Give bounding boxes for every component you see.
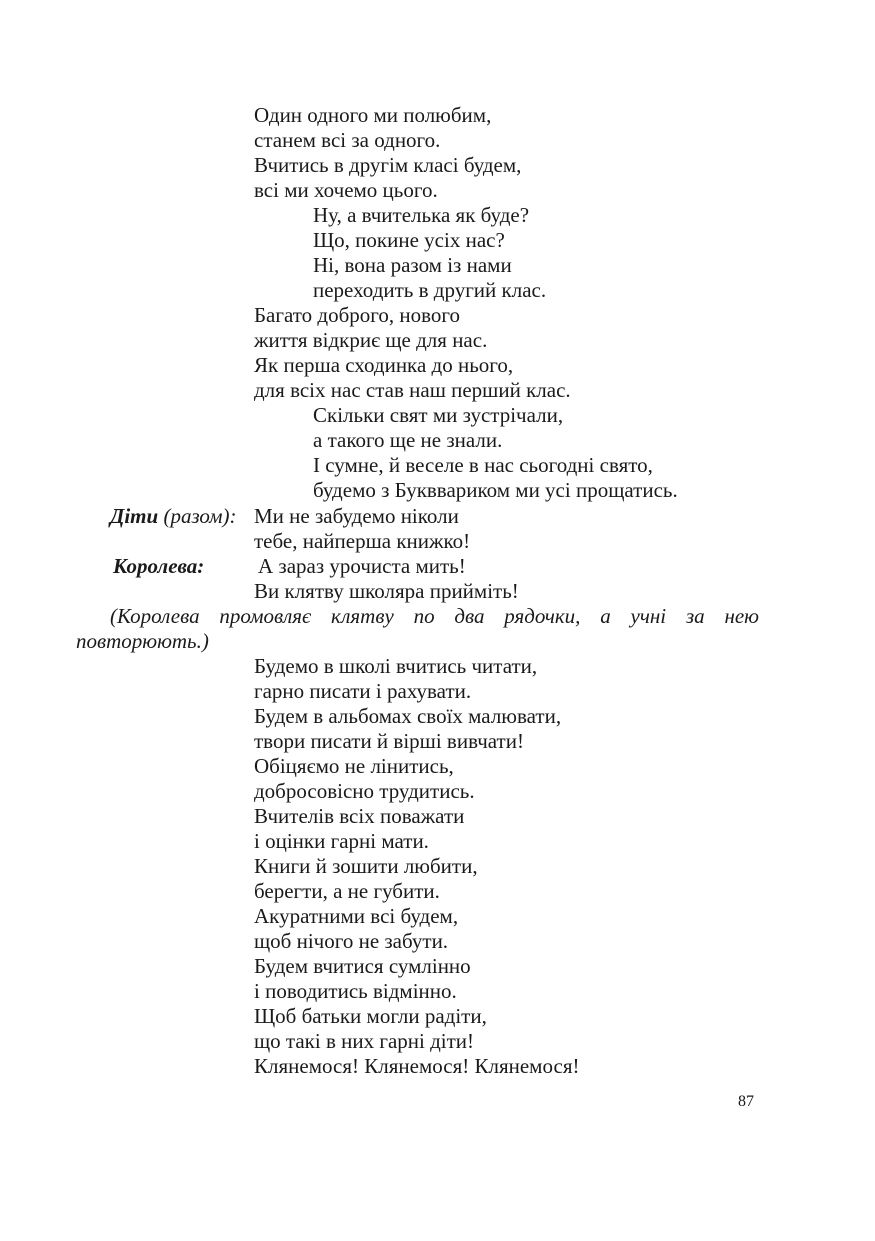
verse-line: Ви клятву школяра прийміть!	[254, 579, 519, 603]
verse-line: будемо з Букввариком ми усі прощатись.	[313, 478, 678, 502]
verse-line: Вчитись в другім класі будем,	[254, 153, 522, 177]
verse-line: Багато доброго, нового	[254, 303, 460, 327]
page-number: 87	[738, 1093, 754, 1110]
verse-line: Клянемося! Клянемося! Клянемося!	[254, 1054, 580, 1078]
speaker-queen	[113, 554, 204, 579]
verse-line: Будем вчитися сумлінно	[254, 954, 471, 978]
verse-line: для всіх нас став наш перший клас.	[254, 378, 571, 402]
verse-line: твори писати й вірші вивчати!	[254, 729, 524, 753]
verse-line: всі ми хочемо цього.	[254, 178, 438, 202]
verse-line: щоб нічого не забути.	[254, 929, 449, 953]
verse-line: життя відкриє ще для нас.	[254, 328, 488, 352]
verse-line: добросовісно трудитись.	[254, 779, 475, 803]
verse-line: Щоб батьки могли радіти,	[254, 1004, 487, 1028]
verse-line: тебе, найперша книжко!	[254, 529, 471, 553]
verse-line: Акуратними всі будем,	[254, 904, 459, 928]
verse-line: а такого ще не знали.	[313, 428, 503, 452]
speaker-note: (разом):	[163, 504, 237, 528]
speaker-name: Королева:	[113, 554, 205, 578]
verse-line: Ну, а вчителька як буде?	[313, 203, 530, 227]
verse-line: Будемо в школі вчитись читати,	[254, 654, 538, 678]
verse-line: Будем в альбомах своїх малювати,	[254, 704, 562, 728]
verse-line: гарно писати і рахувати.	[254, 679, 472, 703]
verse-line: Обіцяємо не лінитись,	[254, 754, 454, 778]
verse-line: А зараз урочиста мить!	[258, 554, 466, 578]
verse-line: і оцінки гарні мати.	[254, 829, 429, 853]
verse-line: берегти, а не губити.	[254, 879, 440, 903]
speaker-name: Діти	[110, 504, 159, 528]
verse-line: І сумне, й веселе в нас сьогодні свято,	[313, 453, 653, 477]
verse-line: Вчителів всіх поважати	[254, 804, 465, 828]
verse-line: Ми не забудемо ніколи	[254, 504, 459, 528]
verse-line: Скільки свят ми зустрічали,	[313, 403, 564, 427]
stage-direction: (Королева промовляє клятву по два рядочки, а учні за нею повторюють.)	[76, 604, 759, 653]
verse-line: Ні, вона разом із нами	[313, 253, 512, 277]
verse-line: Що, покине усіх нас?	[313, 228, 505, 252]
verse-line: Як перша сходинка до нього,	[254, 353, 514, 377]
verse-line: Книги й зошити любити,	[254, 854, 478, 878]
verse-line: що такі в них гарні діти!	[254, 1029, 475, 1053]
verse-line: і поводитись відмінно.	[254, 979, 457, 1003]
verse-line: Один одного ми полюбим,	[254, 103, 492, 127]
verse-line: переходить в другий клас.	[313, 278, 547, 302]
verse-line: станем всі за одного.	[254, 128, 441, 152]
speaker-children	[110, 504, 236, 529]
